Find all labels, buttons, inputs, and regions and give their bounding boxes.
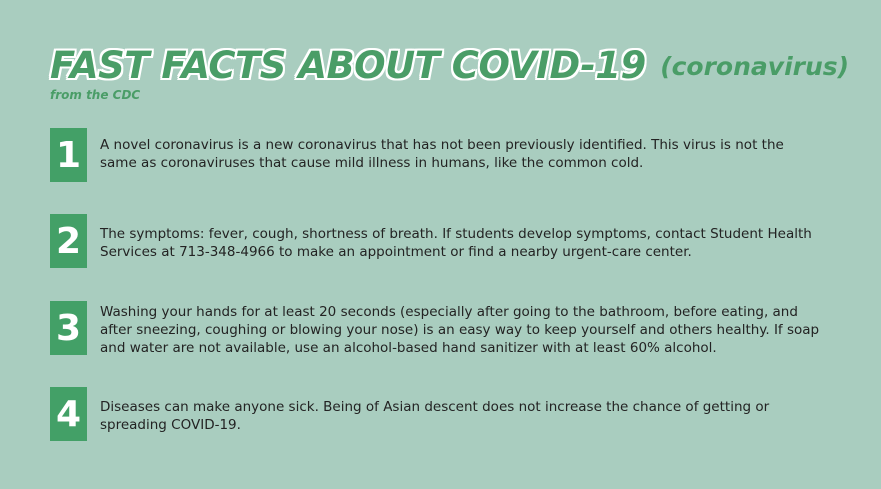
fact-number-badge: 3 — [50, 301, 87, 355]
fact-text: Washing your hands for at least 20 seconds (especially after going to the bathroom, before eating, and after sneezing, coughing or blowing your nose) is an easy way to keep yourself and others healthy. If soap and water are not available, use an alcohol-based hand sanitizer with at least 60% alcohol. — [100, 304, 820, 356]
fact-text: Diseases can make anyone sick. Being of Asian descent does not increase the chance of getting or spreading COVID-19. — [100, 399, 770, 433]
fact-text: A novel coronavirus is a new coronavirus that has not been previously identified. This virus is not the same as coronaviruses that cause mild illness in humans, like the common cold. — [100, 137, 784, 171]
fact-number-badge: 2 — [50, 214, 87, 268]
page-title: FAST FACTS ABOUT COVID-19 — [50, 44, 646, 87]
source-credit: from the CDC — [50, 88, 141, 102]
title-parenthetical: (coronavirus) — [660, 52, 850, 81]
fact-number-badge: 4 — [50, 387, 87, 441]
fact-text: The symptoms: fever, cough, shortness of breath. If students develop symptoms, contact Student Health Services at 713-348-4966 to make an appointment or find a nearby urgent-care center. — [100, 226, 812, 260]
fact-number-badge: 1 — [50, 128, 87, 182]
title-row — [50, 44, 849, 87]
